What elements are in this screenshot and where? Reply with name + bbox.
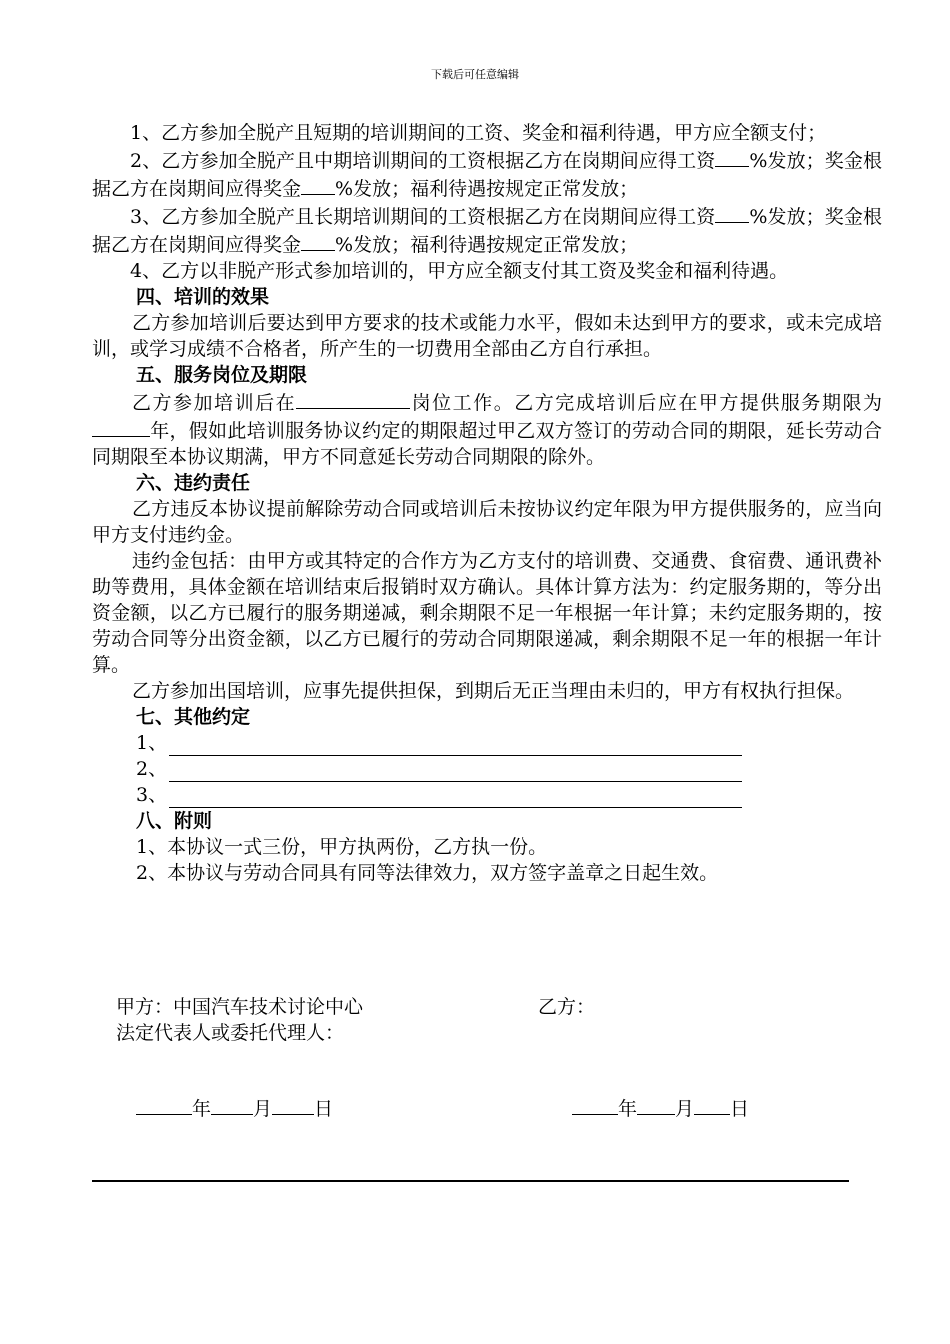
clause-item-4: 4、乙方以非脱产形式参加培训的，甲方应全额支付其工资及奖金和福利待遇。 [130, 260, 789, 282]
section-6-title: 六、违约责任 [136, 472, 251, 494]
blank-line-field[interactable] [169, 787, 742, 808]
section-6-p2: 违约金包括：由甲方或其特定的合作方为乙方支付的培训费、交通费、食宿费、通讯费补助等费用，具体金额在培训结束后报销时双方确认。具体计算方法为：约定服务期的，等分出资金额，以乙方已履行的服务期递减，剩余期限不足一年根据一年计算；未约定服务期的，按劳动合同等分出资金额，以乙方已履行的劳动合同期限递减，剩余期限不足一年的根据一年计算。 [92, 550, 882, 676]
day-label: 日 [730, 1098, 750, 1120]
footer-divider [92, 1180, 849, 1182]
year-label: 年 [618, 1098, 638, 1120]
blank-line-field[interactable] [169, 761, 742, 782]
sec5-text-b: 岗位工作。乙方完成培训后应在甲方提供服务期限为 [410, 392, 882, 414]
header-note: 下载后可任意编辑 [431, 68, 519, 81]
item2-text-a: 2、乙方参加全脱产且中期培训期间的工资根据乙方在岗期间应得工资 [130, 150, 716, 172]
party-b-date [572, 1094, 749, 1122]
line-number: 2、 [136, 758, 168, 780]
party-a-date [136, 1094, 333, 1122]
party-b-label: 乙方： [538, 996, 596, 1018]
blank-field[interactable] [715, 202, 749, 223]
year-blank-field[interactable] [136, 1094, 192, 1115]
month-blank-field[interactable] [211, 1094, 253, 1115]
section-6-p1: 乙方违反本协议提前解除劳动合同或培训后未按协议约定年限为甲方提供服务的，应当向甲方支付违约金。 [92, 498, 882, 546]
sec5-text-c: 年，假如此培训服务协议约定的期限超过甲乙双方签订的劳动合同的期限，延长劳动合同期限至本协议期满，甲方不同意延长劳动合同期限的除外。 [92, 420, 882, 468]
item3-text-c: %发放；福利待遇按规定正常发放； [335, 234, 639, 256]
item3-text-b: %发放；奖金根据乙方在岗期间应得奖金 [92, 206, 882, 256]
line-number: 1、 [136, 732, 168, 754]
day-blank-field[interactable] [694, 1094, 730, 1115]
item3-text-a: 3、乙方参加全脱产且长期培训期间的工资根据乙方在岗期间应得工资 [130, 206, 716, 228]
section-7-title: 七、其他约定 [136, 706, 251, 728]
section-4-title: 四、培训的效果 [136, 286, 270, 308]
section-6-p3: 乙方参加出国培训，应事先提供担保，到期后无正当理由未归的，甲方有权执行担保。 [132, 680, 855, 702]
section-4-body: 乙方参加培训后要达到甲方要求的技术或能力水平，假如未达到甲方的要求，或未完成培训，或学习成绩不合格者，所产生的一切费用全部由乙方自行承担。 [92, 312, 882, 360]
position-blank-field[interactable] [296, 388, 410, 409]
section-8-title: 八、附则 [136, 810, 213, 832]
section-5-body [92, 388, 882, 470]
other-agreement-line-2 [92, 756, 882, 782]
blank-field[interactable] [715, 146, 749, 167]
day-label: 日 [314, 1098, 334, 1120]
other-agreement-line-3 [92, 782, 882, 808]
month-label: 月 [675, 1098, 695, 1120]
section-8-item-2: 2、本协议与劳动合同具有同等法律效力，双方签字盖章之日起生效。 [136, 862, 719, 884]
month-label: 月 [253, 1098, 273, 1120]
blank-field[interactable] [301, 174, 335, 195]
other-agreement-line-1 [92, 730, 882, 756]
blank-field[interactable] [301, 230, 335, 251]
year-label: 年 [192, 1098, 212, 1120]
party-a-label: 甲方：中国汽车技术讨论中心 [116, 996, 364, 1018]
item2-text-c: %发放；福利待遇按规定正常发放； [335, 178, 639, 200]
clause-item-2 [92, 146, 882, 202]
blank-line-field[interactable] [169, 735, 742, 756]
year-blank-field[interactable] [572, 1094, 618, 1115]
representative-label: 法定代表人或委托代理人： [116, 1022, 345, 1044]
month-blank-field[interactable] [637, 1094, 675, 1115]
line-number: 3、 [136, 784, 168, 806]
years-blank-field[interactable] [92, 416, 150, 437]
section-8-item-1: 1、本协议一式三份，甲方执两份，乙方执一份。 [136, 836, 548, 858]
item2-text-b: %发放；奖金根据乙方在岗期间应得奖金 [92, 150, 882, 200]
clause-item-1: 1、乙方参加全脱产且短期的培训期间的工资、奖金和福利待遇，甲方应全额支付； [130, 122, 827, 144]
section-5-title: 五、服务岗位及期限 [136, 364, 308, 386]
clause-item-3 [92, 202, 882, 258]
document-body [92, 120, 882, 886]
day-blank-field[interactable] [272, 1094, 314, 1115]
sec5-text-a: 乙方参加培训后在 [132, 392, 297, 414]
